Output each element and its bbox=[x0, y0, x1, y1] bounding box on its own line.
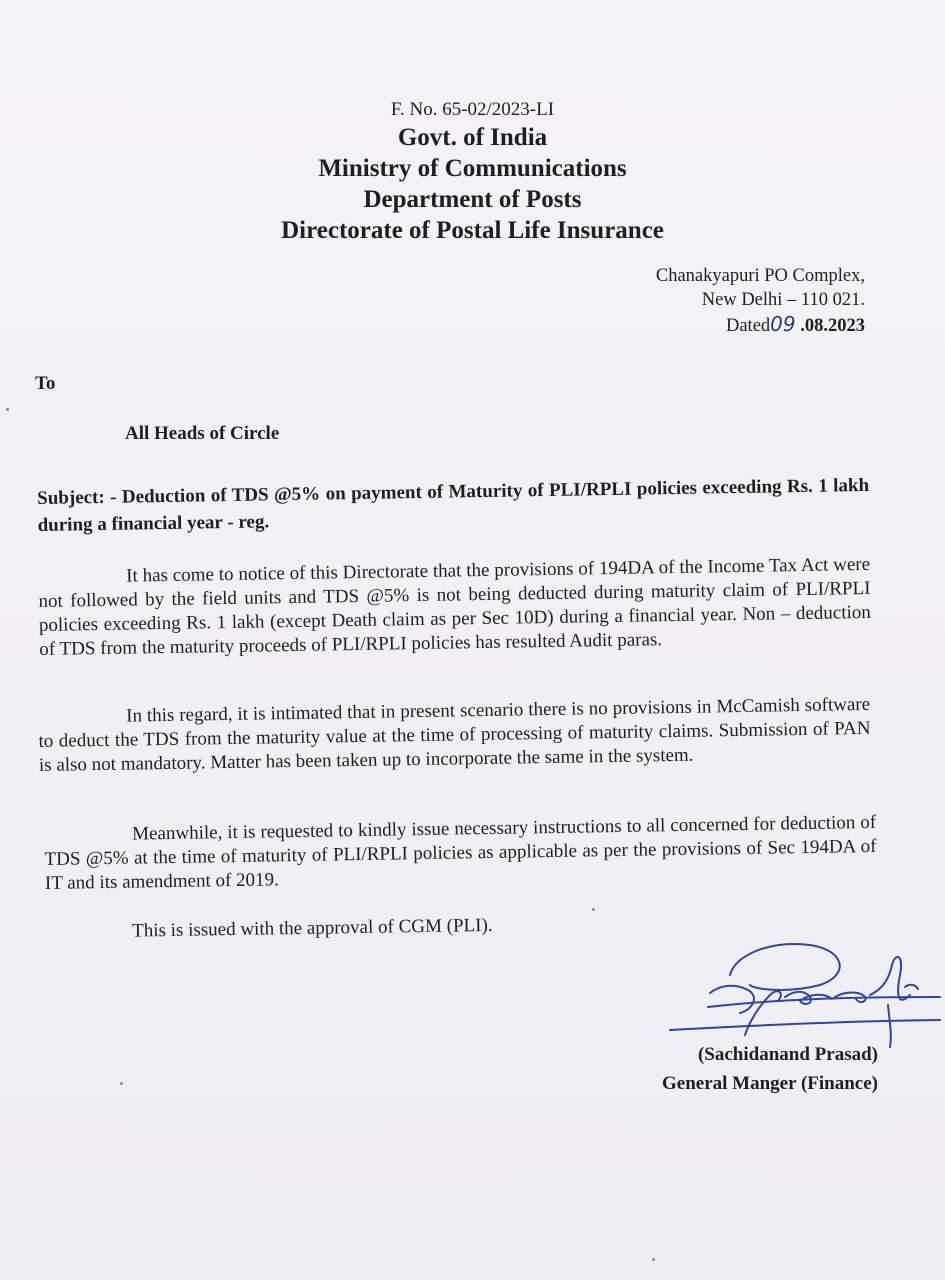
govt-of-india: Govt. of India bbox=[397, 124, 548, 151]
dated-label: Dated bbox=[725, 316, 771, 336]
signatory-designation: General Manger (Finance) bbox=[662, 1073, 878, 1094]
ministry-name: Ministry of Communications bbox=[318, 155, 627, 182]
department-name: Department of Posts bbox=[363, 186, 582, 213]
letterhead bbox=[0, 98, 945, 246]
paragraph-3: Meanwhile, it is requested to kindly issue necessary instructions to all concerned for deduction of TDS @5% at the time of maturity of PLI/RPLI policies as applicable as per the provisions of Sec 194DA of IT and its amendment of 2019. bbox=[44, 811, 877, 894]
address-line-1: Chanakyapuri PO Complex, bbox=[655, 266, 865, 286]
sender-address bbox=[656, 264, 865, 338]
paper-speck bbox=[592, 908, 595, 911]
directorate-name: Directorate of Postal Life Insurance bbox=[281, 217, 664, 244]
paper-speck bbox=[120, 1082, 123, 1085]
paper-speck bbox=[6, 408, 9, 411]
handwritten-signature bbox=[660, 935, 945, 1050]
signatory-block bbox=[662, 1040, 878, 1098]
addressee: All Heads of Circle bbox=[125, 423, 280, 444]
to-label: To bbox=[35, 373, 56, 394]
dated-month-year: .08.2023 bbox=[795, 316, 865, 336]
paragraph-4: This is issued with the approval of CGM (PLI). bbox=[132, 914, 493, 942]
address-line-2: New Delhi – 110 021. bbox=[701, 290, 865, 310]
subject-line: Subject: - Deduction of TDS @5% on payment of Maturity of PLI/RPLI policies exceeding Rs. 1 lakh during a financial year - reg. bbox=[37, 474, 870, 536]
paragraph-1: It has come to notice of this Directorate that the provisions of 194DA of the Income Tax Act were not followed by the field units and TDS @5% is not being deducted during maturity claim of PLI/RPLI policies exceeding Rs. 1 lakh (except Death claim as per Sec 10D) during a financial year. Non – deduction of TDS from the maturity proceeds of PLI/RPLI policies has resulted Audit paras. bbox=[38, 553, 871, 660]
date-line bbox=[656, 312, 865, 338]
handwritten-day: 09 bbox=[770, 312, 796, 336]
paragraph-2: In this regard, it is intimated that in present scenario there is no provisions in McCamish software to deduct the TDS from the maturity value at the time of processing of maturity claims. Submission of PAN is also not mandatory. Matter has been taken up to incorporate the same in the system. bbox=[38, 693, 871, 776]
signatory-name: (Sachidanand Prasad) bbox=[697, 1044, 878, 1065]
file-number: F. No. 65-02/2023-LI bbox=[390, 99, 555, 120]
paper-speck bbox=[652, 1258, 655, 1261]
